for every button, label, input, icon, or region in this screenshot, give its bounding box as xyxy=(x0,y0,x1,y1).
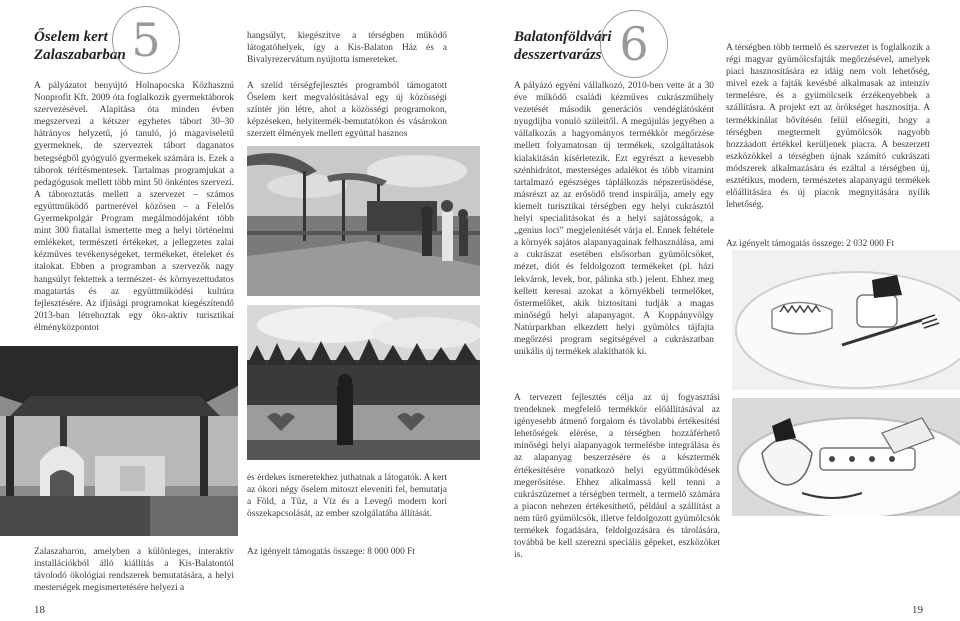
right-page-number: 19 xyxy=(912,604,923,616)
park-illustration xyxy=(247,146,480,296)
left-section-number: 5 xyxy=(131,13,161,67)
left-col1-para1: A pályázatot benyújtó Holnapocska Közhasznú Nonprofit Kft. 2009 óta foglalkozik gyermektáborok szervezésével. Alapítása óta minden évben megszervezi a kétszer egyhetes tábort 30–30 hátrányos helyzetű, jó tanuló, jó magaviseletű gyermeknek, de szerveztek tábort daganatos betegségből gyógyuló gyermekek számára is. Ezek a táborok térítésmentesek. Tartalmas programjukat a pedagógusok mellett több mint 50 önkéntes szervezi. A táboroztatás mellett a szervezet – számos együttműködő partnerével közösen – a Felelős Gyermekpolgár Program megálmodójaként több mint 300 fiatallal ismertette meg a helyi történelmi emlékeket, természeti értékeket, a jellegzetes zalai kézműves tevékenységeket, termékeket, ételeket és italokat. Ebben a programban a szervezők nagy hangsúlyt fektettek a természet- és környezettudatos magatartás és az együttműködési kultúra fejlesztésére. Az ifjúsági programokat kiegészítendő 2013-ban létrehoztak egy öko-aktív turisztikai élményközpontot xyxy=(34,81,234,333)
right-section-title xyxy=(514,28,612,64)
left-title-line2: Zalaszabarban xyxy=(34,47,126,63)
dessert-plate-illustration xyxy=(732,250,960,390)
crowd-illustration xyxy=(247,305,480,460)
left-title-line1: Őselem kert xyxy=(34,29,108,45)
left-page-number: 18 xyxy=(34,604,45,616)
right-col1-para1: A pályázó egyéni vállalkozó, 2010-ben vette át a 30 éve működő családi kézműves cukrászműhely vezetését második generációs vendéglátósként nyugdíjba vonuló szüleitől. A megújulás jegyében a vállalkozás a hagyományos termékkör megőrzése mellett folyamatosan új termékek, szolgáltatások kialakításán kísérletezik. Ezt egyrészt a kevesebb szénhidrátot, mesterséges adalékot és több vitamint tartalmazó egészséges táplálkozás népszerűsödése, másrészt az az erősödő trend inspirálja, amely egy kiemelt turisztikai térségben egy helyi cukrásztól helyi specialitásokat és a helyi sajátosságok, a „genius loci” megjelenítését várja el. Ennek feltétele a környék sajátos alapanyagainak felhasználása, ami a cukrászat esetében elsősorban gyümölcsöket, mézet, diót és feldolgozott termékeket (pl. házi lekvárok, levek, bor, pálinka stb.) jelent. Ehhez meg kellett keresni azokat a környékbeli termelőket, őstermelőket, akik biztosítani tudják a magas minőségű helyi alapanyagot. A Koppányvölgy Natúrparkban elkezdett helyi gyümölcs tájfajta megőrzési program segítségével a cukrászatban unikális új termékek alakíthatók ki. xyxy=(514,81,714,358)
right-title-line2: desszertvarázs xyxy=(514,47,602,63)
left-section-number-badge xyxy=(112,6,180,74)
photo-crowd-festival xyxy=(247,305,480,460)
photo-park-playground xyxy=(247,146,480,296)
photo-dessert-plate-bottom xyxy=(732,398,960,516)
right-col2-para1: A térségben több termelő és szervezet is foglalkozik a régi magyar gyümölcsfajták megőrzésével, amelyek piaci hasznosítására ez idáig nem volt lehetőség, mivel ezek a fajták kevésbé alkalmasak az intenzív termelésre, és a gyümölcseik érzékenyebbek a szállításra. A projekt ezt az örökséget hasznosítja. A termékkínálat bővítésén felül elősegíti, hogy a térségben megtermelt gyümölcsök nagyobb hozzáadott értékkel kerüljenek piacra. A beszerzett eszközökkel a térségben újnak számító cukrászati módszerek alkalmazására és ezáltal a térségben új, esztétikus, modern, természetes alapanyagú termékek előállítására és új piacok megnyitására nyílik lehetőség. xyxy=(726,43,930,211)
right-support-amount: Az igényelt támogatás összege: 2 032 000 Ft xyxy=(726,239,894,249)
photo-dessert-plate-top xyxy=(732,250,960,390)
right-section-number-badge xyxy=(600,10,668,78)
photo-wooden-pavilion-oven xyxy=(0,346,238,536)
right-section-number: 6 xyxy=(619,17,649,71)
pavilion-illustration xyxy=(0,346,238,536)
left-col1-para2: Zalaszabaron, amelyben a különleges, interaktív installációkból álló kiállítás a Kis-Balatontól távolodó ökológiai rendszerek bemutatására, a helyi mesterségek megismertetésére helyezi a xyxy=(34,547,234,594)
left-col2-para2: A szelíd térségfejlesztés programból támogatott Őselem kert megvalósításával egy új közösségi színtér jön létre, ahol a közösségi programokon, képzéseken, helyitermék-bemutatókon és vásárokon szerzett élmények mellett együttal hasznos xyxy=(247,81,447,140)
dessert-plate-bottom-illustration xyxy=(732,398,960,516)
right-title-line1: Balatonföldvári xyxy=(514,29,612,45)
left-col2-para1: hangsúlyt, kiegészítve a térségben működő látogatóhelyek, így a Kis-Balaton Ház és a Bivalyrezervátum nyújtotta ismereteket. xyxy=(247,31,447,66)
left-support-amount: Az igényelt támogatás összege: 8 000 000 Ft xyxy=(247,547,415,557)
right-bottom-para: A tervezett fejlesztés célja az új fogyasztási trendeknek megfelelő termékkör előállításával az igényesebb átmenő forgalom és távolabbi értékesítési lehetőségek elérése, a térségben hozzáférhető minőségi helyi alapanyagok termelésbe integrálása és az alapanyag beszerzésére és a késztermék értékesítésére vonatkozó helyi együttműködések megerősítése. Ehhez alkalmassá kell tenni a cukrászüzemet a térségben termelt, a termelő számára a piacon nehezen értékesíthető, például a szállítást a nem tűrő gyümölcsök, illetve feldolgozott gyümölcsök termékek fogadására, feldolgozására és tárolására, továbbá be kell szerezni speciális gépeket, eszközöket is. xyxy=(514,393,720,561)
right-page xyxy=(480,0,960,621)
left-col2-para3: és érdekes ismeretekhez juthatnak a látogatók. A kert az ókori négy őselem mitoszt eleveníti fel, bemutatja a Föld, a Tűz, a Víz és a Levegő modern kori összekapcsolását, az ember szolgálatába állítását. xyxy=(247,473,447,520)
